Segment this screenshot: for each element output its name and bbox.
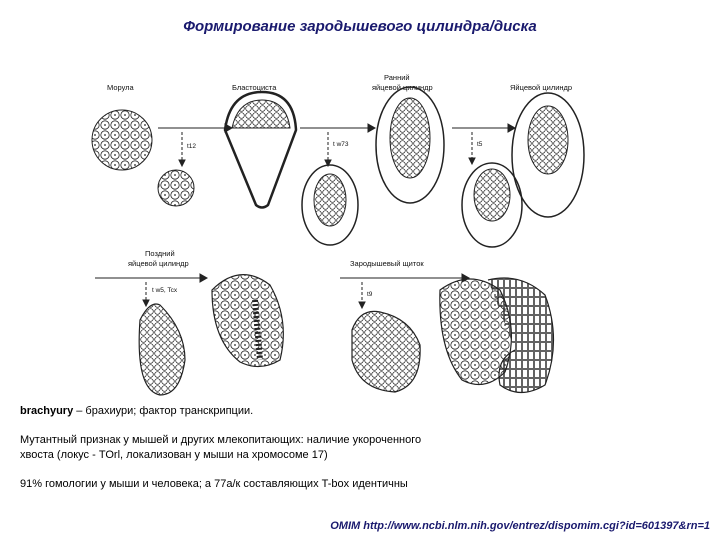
description-text <box>20 404 580 506</box>
definition-text: – брахиури; фактор транскрипции. <box>73 405 254 417</box>
mutant-line-2: хвоста (локус - TOrl, локализован у мыши на хромосоме 17) <box>20 449 328 461</box>
label-morula: Морула <box>107 83 134 92</box>
label-embryonic-disc: Зародышевый щиток <box>350 259 424 268</box>
arrow-label-4: t w5, Tcx <box>152 287 178 294</box>
label-blastocyst: Бластоциста <box>232 83 277 92</box>
label-late-cylinder-2: яйцевой цилиндр <box>128 259 189 268</box>
egg-cylinder-figure <box>462 93 584 247</box>
omim-link[interactable]: http://www.ncbi.nlm.nih.gov/entrez/dispomim.cgi?id=601397&rn=1 <box>363 520 710 532</box>
term-brachyury: brachyury <box>20 405 74 417</box>
embryonic-disc-figure <box>352 278 554 393</box>
page-title: Формирование зародышевого цилиндра/диска <box>183 18 537 35</box>
label-early-cylinder-1: Ранний <box>384 73 410 82</box>
arrow-label-3: t5 <box>477 141 483 148</box>
arrow-label-5: t9 <box>367 291 373 298</box>
morula-figure <box>92 110 197 206</box>
arrow-3 <box>452 124 515 164</box>
arrow-4 <box>95 274 207 306</box>
arrow-label-2: t w73 <box>333 141 349 148</box>
paragraph-brachyury <box>20 404 580 419</box>
paragraph-mutant <box>20 433 580 463</box>
blastocyst-figure <box>225 92 296 208</box>
omim-reference <box>330 520 710 532</box>
arrow-label-1: t12 <box>187 143 197 150</box>
label-early-cylinder-2: яйцевой цилиндр <box>372 83 433 92</box>
paragraph-homology: 91% гомологии у мыши и человека; а 77а/к составляющих T-box идентичны <box>20 478 408 490</box>
early-cylinder-figure <box>376 87 444 203</box>
label-egg-cylinder: Яйцевой цилиндр <box>510 83 573 92</box>
early-cylinder-small-figure <box>302 165 358 245</box>
omim-prefix: OMIM <box>330 520 361 532</box>
label-late-cylinder-1: Поздний <box>145 249 175 258</box>
mutant-line-1: Мутантный признак у мышей и других млекопитающих: наличие укороченного <box>20 434 422 446</box>
